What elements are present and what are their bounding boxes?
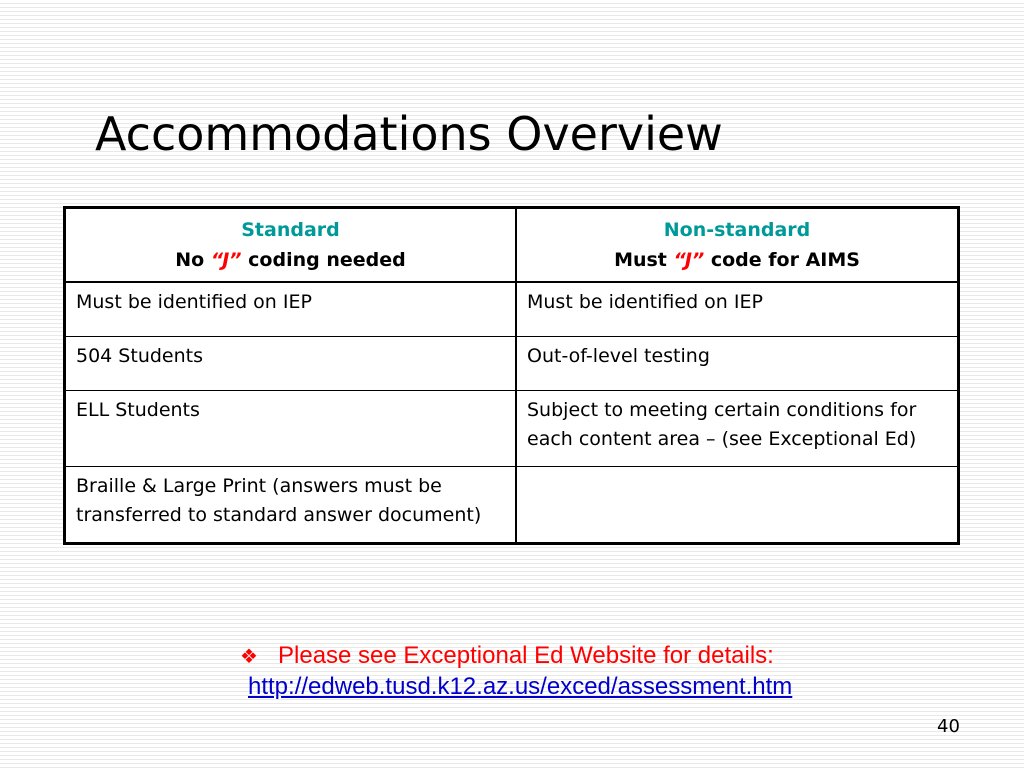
table-cell: Subject to meeting certain conditions for each content area – (see Exceptional Ed)	[516, 391, 959, 467]
table-cell: ELL Students	[65, 391, 517, 467]
details-note	[240, 640, 774, 673]
slide-title: Accommodations Overview	[95, 107, 723, 161]
j-code: “J”	[210, 249, 242, 271]
exceptional-ed-link[interactable]: http://edweb.tusd.k12.az.us/exced/assessment.htm	[248, 673, 793, 700]
table-cell	[516, 467, 959, 544]
page-number: 40	[937, 716, 960, 737]
header-standard	[65, 208, 517, 283]
subtitle-prefix: Must	[614, 249, 667, 271]
table-header-row	[65, 208, 959, 283]
subtitle-suffix: coding needed	[248, 249, 406, 271]
table-row	[65, 467, 959, 544]
table-row	[65, 391, 959, 467]
subtitle-prefix: No	[175, 249, 205, 271]
table-cell: Out-of-level testing	[516, 337, 959, 391]
accommodations-table	[63, 206, 960, 545]
header-nonstandard-subtitle	[527, 245, 947, 275]
table-cell: Must be identified on IEP	[516, 282, 959, 337]
note-text: Please see Exceptional Ed Website for details:	[278, 642, 774, 669]
table-cell: Braille & Large Print (answers must be transferred to standard answer document)	[65, 467, 517, 544]
header-nonstandard	[516, 208, 959, 283]
diamond-bullet-icon: ❖	[240, 646, 258, 668]
table-row	[65, 337, 959, 391]
table-cell: 504 Students	[65, 337, 517, 391]
header-nonstandard-label: Non-standard	[663, 219, 811, 241]
table-cell: Must be identified on IEP	[65, 282, 517, 337]
table-row	[65, 282, 959, 337]
subtitle-suffix: code for AIMS	[710, 249, 860, 271]
header-standard-label: Standard	[241, 219, 340, 241]
j-code: “J”	[673, 249, 705, 271]
header-standard-subtitle	[76, 245, 505, 275]
